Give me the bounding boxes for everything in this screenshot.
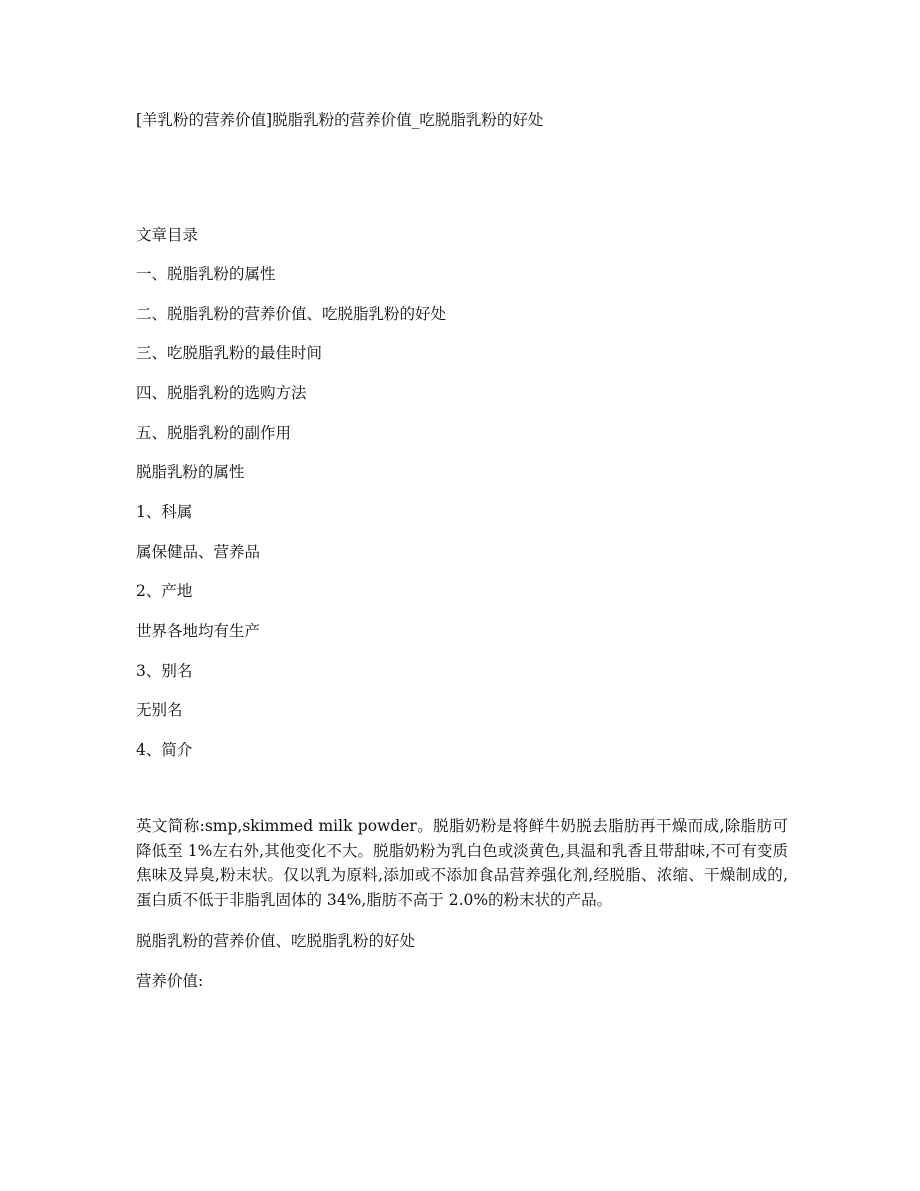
attribute-value-family: 属保健品、营养品 [136,543,261,561]
attribute-label-origin: 2、产地 [136,582,193,600]
attribute-label-intro: 4、简介 [136,741,193,759]
toc-item-1: 一、脱脂乳粉的属性 [136,265,276,283]
toc-item-3: 三、吃脱脂乳粉的最佳时间 [136,344,323,362]
toc-item-4: 四、脱脂乳粉的选购方法 [136,384,307,402]
toc-item-5: 五、脱脂乳粉的副作用 [136,424,292,442]
section-heading-nutrition: 脱脂乳粉的营养价值、吃脱脂乳粉的好处 [136,932,416,950]
attribute-value-alias: 无别名 [136,701,183,719]
toc-item-2: 二、脱脂乳粉的营养价值、吃脱脂乳粉的好处 [136,305,447,323]
section-heading-attributes: 脱脂乳粉的属性 [136,463,245,481]
attribute-value-origin: 世界各地均有生产 [136,622,261,640]
document-title: [羊乳粉的营养价值]脱脂乳粉的营养价值_吃脱脂乳粉的好处 [136,111,544,129]
toc-heading: 文章目录 [136,226,199,244]
attribute-label-alias: 3、别名 [136,662,193,680]
nutrition-subheading: 营养价值: [136,972,204,990]
attribute-label-family: 1、科属 [136,503,193,521]
intro-paragraph: 英文简称:smp,skimmed milk powder。脱脂奶粉是将鲜牛奶脱去脂肪再干燥而成,除脂肪可降低至 1%左右外,其他变化不大。脱脂奶粉为乳白色或淡黄色,具温和乳香且带甜味,不可有变质焦味及异臭,粉末状。仅以乳为原料,添加或不添加食品营养强化剂,经脱脂、浓缩、干燥制成的,蛋白质不低于非脂乳固体的 34%,脂肪不高于 2.0%的粉末状的产品。 [136,817,788,909]
